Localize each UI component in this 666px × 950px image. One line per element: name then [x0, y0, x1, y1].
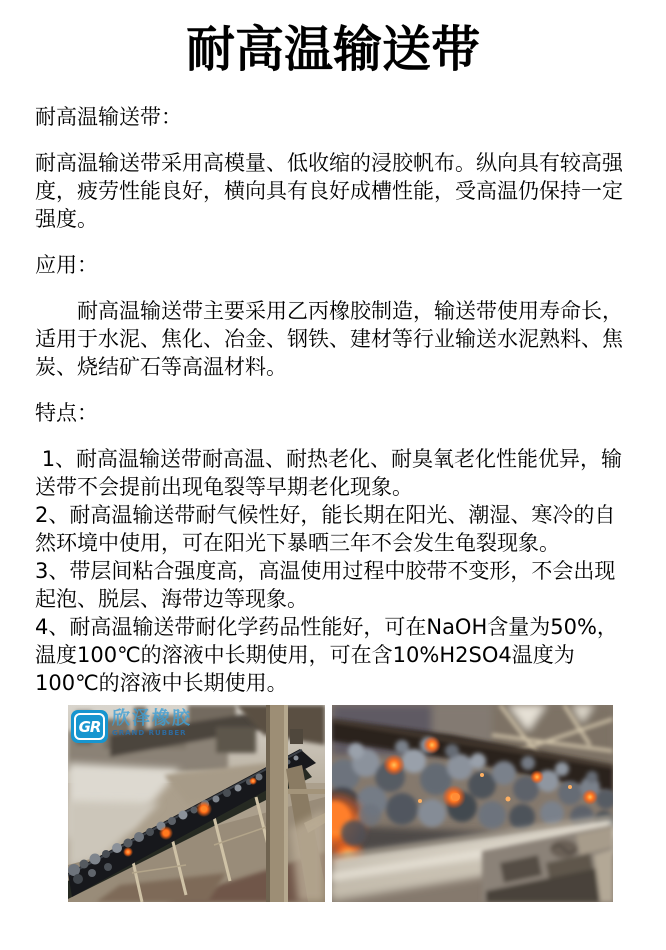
hot-material-illustration [332, 705, 613, 902]
application-label: 应用： [35, 253, 98, 277]
photo-hot-material-closeup [332, 705, 613, 902]
intro-label: 耐高温输送带： [35, 105, 182, 129]
brand-logo-icon [71, 710, 108, 743]
feature-item-1: 1、耐高温输送带耐高温、耐热老化、耐臭氧老化性能优异，输送带不会提前出现龟裂等早期老化现象。 [35, 447, 623, 499]
brand-name-cn: 欣泽橡胶 [112, 708, 192, 729]
features-label: 特点： [35, 401, 98, 425]
feature-item-4: 4、耐高温输送带耐化学药品性能好，可在NaOH含量为50%，温度100℃的溶液中长期使用，可在含10%H2SO4温度为100℃的溶液中长期使用。 [35, 615, 618, 695]
page-title: 耐高温输送带 [185, 21, 480, 78]
product-photos [68, 705, 666, 902]
brand-monogram: GR [74, 713, 105, 740]
product-description [0, 80, 666, 697]
application-body: 耐高温输送带主要采用乙丙橡胶制造，输送带使用寿命长，适用于水泥、焦化、冶金、钢铁、建材等行业输送水泥熟料、焦炭、烧结矿石等高温材料。 [35, 299, 623, 379]
brand-watermark [71, 710, 192, 743]
feature-item-2: 2、耐高温输送带耐气候性好，能长期在阳光、潮湿、寒冷的自然环境中使用，可在阳光下暴晒三年不会发生龟裂现象。 [35, 503, 616, 555]
brand-names [112, 710, 192, 737]
intro-body: 耐高温输送带采用高模量、低收缩的浸胶帆布。纵向具有较高强度，疲劳性能良好，横向具有良好成槽性能，受高温仍保持一定强度。 [35, 151, 623, 231]
product-page [0, 20, 666, 902]
photo-conveyor-site [68, 705, 325, 902]
feature-item-3: 3、带层间粘合强度高，高温使用过程中胶带不变形，不会出现起泡、脱层、海带边等现象。 [35, 559, 616, 611]
features-list [35, 445, 630, 697]
brand-name-en: GRAND RUBBER [112, 729, 187, 737]
